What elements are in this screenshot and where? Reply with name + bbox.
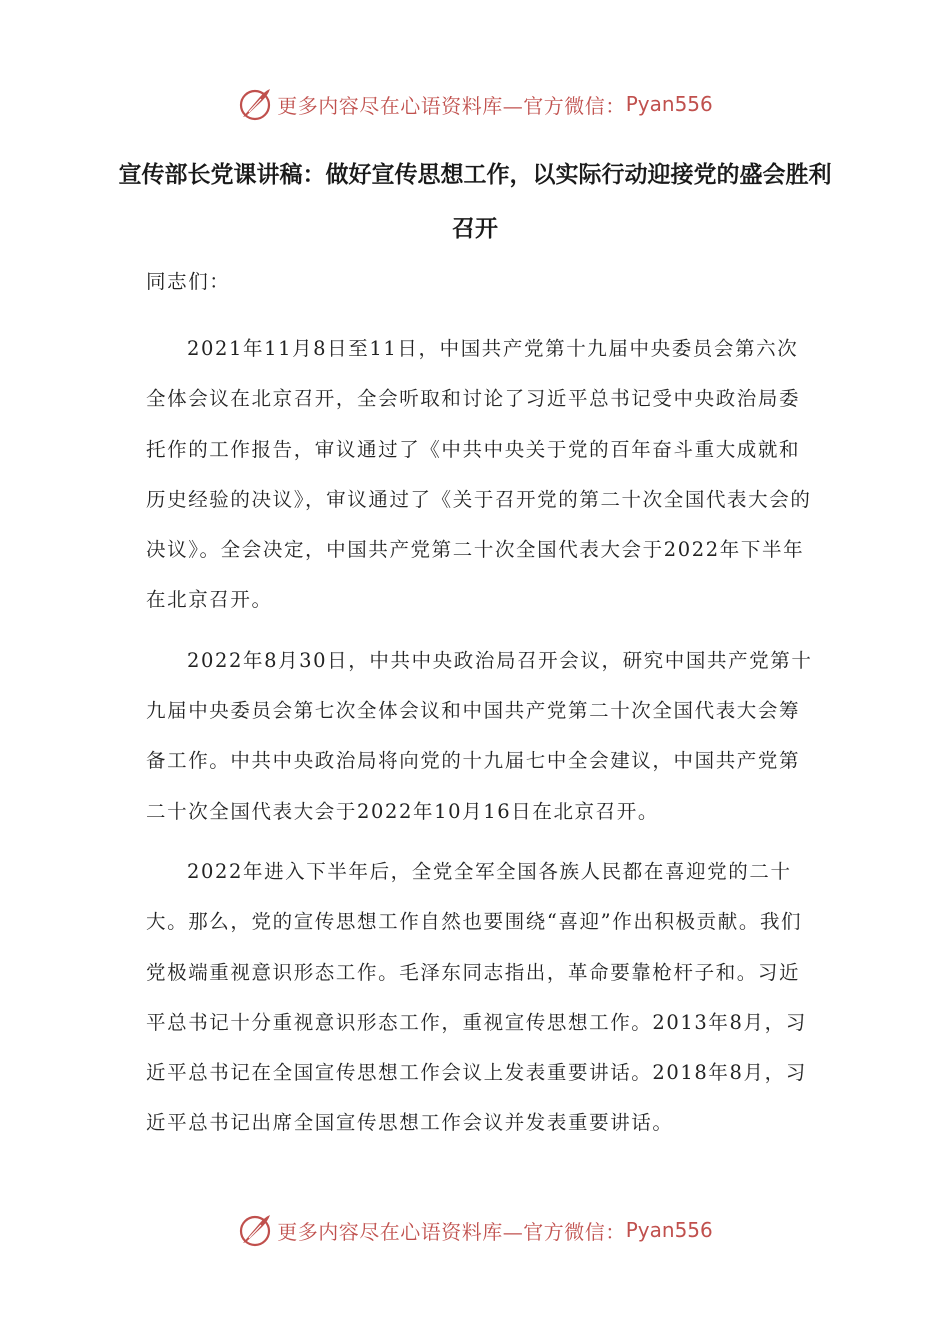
watermark-text: 更多内容尽在心语资料库—官方微信： [277,1219,626,1244]
paragraph: 2022年进入下半年后，全党全军全国各族人民都在喜迎党的二十大。那么，党的宣传思想工作自然也要围绕“喜迎”作出积极贡献。我们党极端重视意识形态工作。毛泽东同志指出，革命要靠枪杆子和。习近平总书记十分重视意识形态工作，重视宣传思想工作。2013年8月，习近平总书记在全国宣传思想工作会议上发表重要讲话。2018年8月，习近平总书记出席全国宣传思想工作会议并发表重要讲话。 [146,859,807,1135]
document-title: 宣传部长党课讲稿：做好宣传思想工作，以实际行动迎接党的盛会胜利召开 [118,162,832,242]
header-watermark [0,84,950,124]
footer-watermark [0,1210,950,1250]
watermark-text: 更多内容尽在心语资料库—官方微信： [277,93,626,118]
quill-pen-logo-icon [237,86,273,122]
watermark-wechat-id: Pyan556 [625,1218,713,1242]
document-body [146,262,816,1159]
quill-pen-logo-icon [237,1212,273,1248]
paragraph: 2022年8月30日，中共中央政治局召开会议，研究中国共产党第十九届中央委员会第七次全体会议和中国共产党第二十次全国代表大会筹备工作。中共中央政治局将向党的十九届七中全会建议，中国共产党第二十次全国代表大会于2022年10月16日在北京召开。 [146,648,813,823]
salutation: 同志们： [146,270,231,293]
watermark-wechat-id: Pyan556 [625,92,713,116]
paragraph: 2021年11月8日至11日，中国共产党第十九届中央委员会第六次全体会议在北京召开，全会听取和讨论了习近平总书记受中央政治局委托作的工作报告，审议通过了《中共中央关于党的百年奋斗重大成就和历史经验的决议》，审议通过了《关于召开党的第二十次全国代表大会的决议》。全会决定，中国共产党第二十次全国代表大会于2022年下半年在北京召开。 [146,337,812,612]
